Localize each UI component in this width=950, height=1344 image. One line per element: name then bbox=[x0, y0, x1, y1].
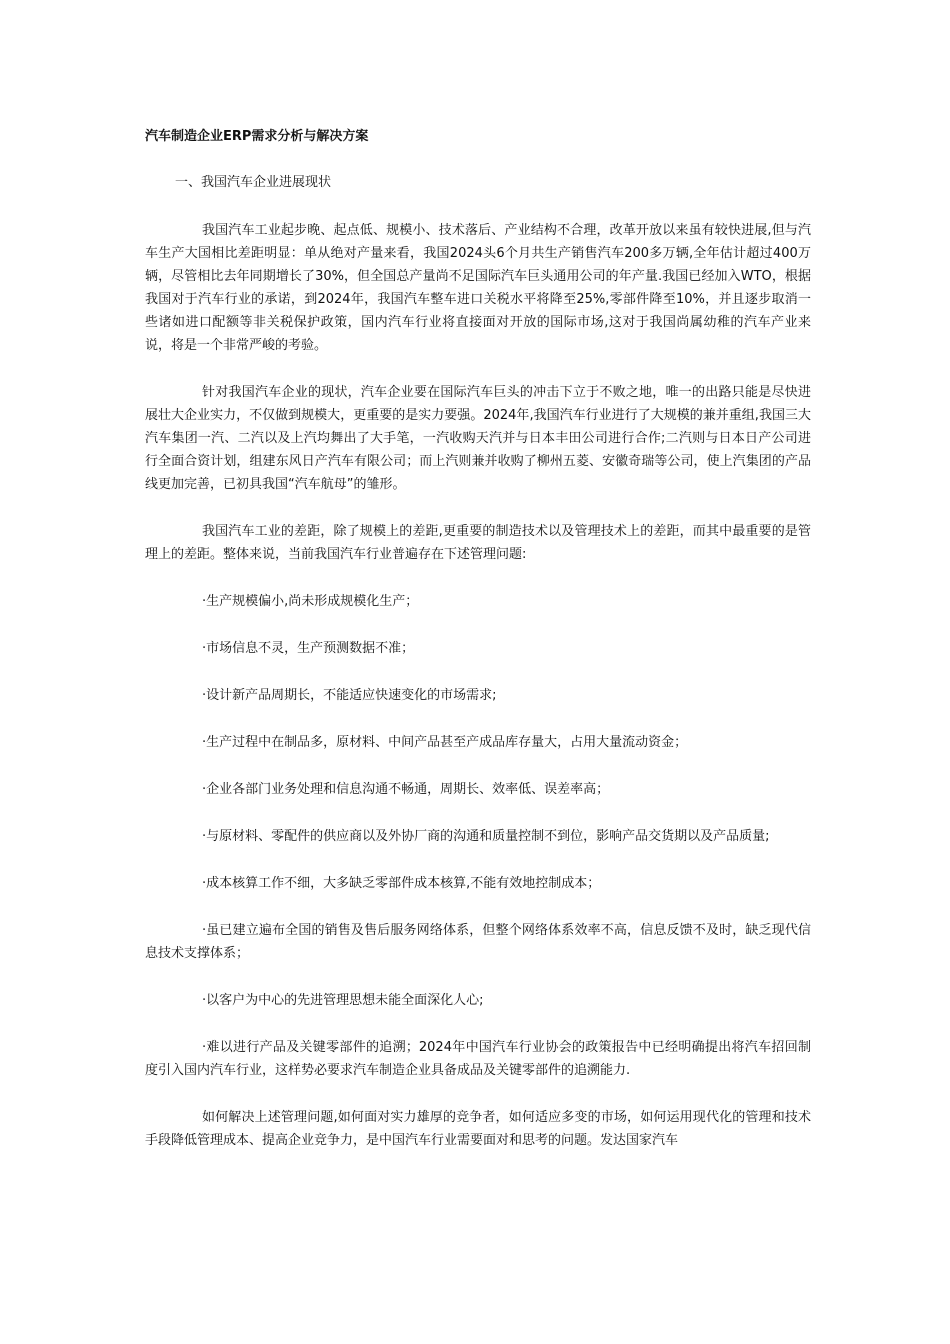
list-item: ·虽已建立遍布全国的销售及售后服务网络体系，但整个网络体系效率不高，信息反馈不及时，缺乏现代信息技术支撑体系； bbox=[145, 923, 811, 961]
list-item: ·难以进行产品及关键零部件的追溯；2024年中国汽车行业协会的政策报告中已经明确提出将汽车招回制度引入国内汽车行业，这样势必要求汽车制造企业具备成品及关键零部件的追溯能力. bbox=[145, 1040, 811, 1078]
list-item: ·企业各部门业务处理和信息沟通不畅通，周期长、效率低、误差率高； bbox=[202, 782, 610, 797]
list-item: ·与原材料、零配件的供应商以及外协厂商的沟通和质量控制不到位，影响产品交货期以及产品质量; bbox=[202, 829, 770, 844]
document-body bbox=[145, 219, 811, 1176]
paragraph-industry-status: 我国汽车工业起步晚、起点低、规模小、技术落后、产业结构不合理，改革开放以来虽有较快进展,但与汽车生产大国相比差距明显：单从绝对产量来看，我国2024头6个月共生产销售汽车200多万辆,全年估计超过400万辆，尽管相比去年同期增长了30%，但全国总产量尚不足国际汽车巨头通用公司的年产量.我国已经加入WTO，根据我国对于汽车行业的承诺，到2024年，我国汽车整车进口关税水平将降至25%,零部件降至10%，并且逐步取消一些诸如进口配额等非关税保护政策，国内汽车行业将直接面对开放的国际市场,这对于我国尚属幼稚的汽车产业来说，将是一个非常严峻的考验。 bbox=[145, 223, 811, 353]
list-item: ·生产过程中在制品多，原材料、中间产品甚至产成品库存量大，占用大量流动资金； bbox=[202, 735, 688, 750]
section-heading: 一、我国汽车企业进展现状 bbox=[175, 175, 332, 190]
list-item: ·设计新产品周期长，不能适应快速变化的市场需求; bbox=[202, 688, 497, 703]
paragraph-management-gap: 我国汽车工业的差距，除了规模上的差距,更重要的制造技术以及管理技术上的差距，而其中最重要的是管理上的差距。整体来说，当前我国汽车行业普遍存在下述管理问题: bbox=[145, 524, 811, 562]
document-title: 汽车制造企业ERP需求分析与解决方案 bbox=[145, 129, 369, 144]
paragraph-closing: 如何解决上述管理问题,如何面对实力雄厚的竞争者，如何适应多变的市场，如何运用现代化的管理和技术手段降低管理成本、提高企业竞争力，是中国汽车行业需要面对和思考的问题。发达国家汽车 bbox=[145, 1110, 811, 1148]
list-item: ·市场信息不灵，生产预测数据不准； bbox=[202, 641, 415, 656]
paragraph-mergers: 针对我国汽车企业的现状，汽车企业要在国际汽车巨头的冲击下立于不败之地，唯一的出路只能是尽快进展壮大企业实力，不仅做到规模大，更重要的是实力要强。2024年,我国汽车行业进行了大规模的兼并重组,我国三大汽车集团一汽、二汽以及上汽均舞出了大手笔，一汽收购天汽并与日本丰田公司进行合作;二汽则与日本日产公司进行全面合资计划，组建东风日产汽车有限公司；而上汽则兼并收购了柳州五菱、安徽奇瑞等公司，使上汽集团的产品线更加完善，已初具我国“汽车航母”的雏形。 bbox=[145, 385, 811, 492]
list-item: ·成本核算工作不细，大多缺乏零部件成本核算,不能有效地控制成本； bbox=[202, 876, 601, 891]
list-item: ·生产规模偏小,尚未形成规模化生产； bbox=[202, 594, 419, 609]
list-item: ·以客户为中心的先进管理思想未能全面深化人心; bbox=[202, 993, 484, 1008]
